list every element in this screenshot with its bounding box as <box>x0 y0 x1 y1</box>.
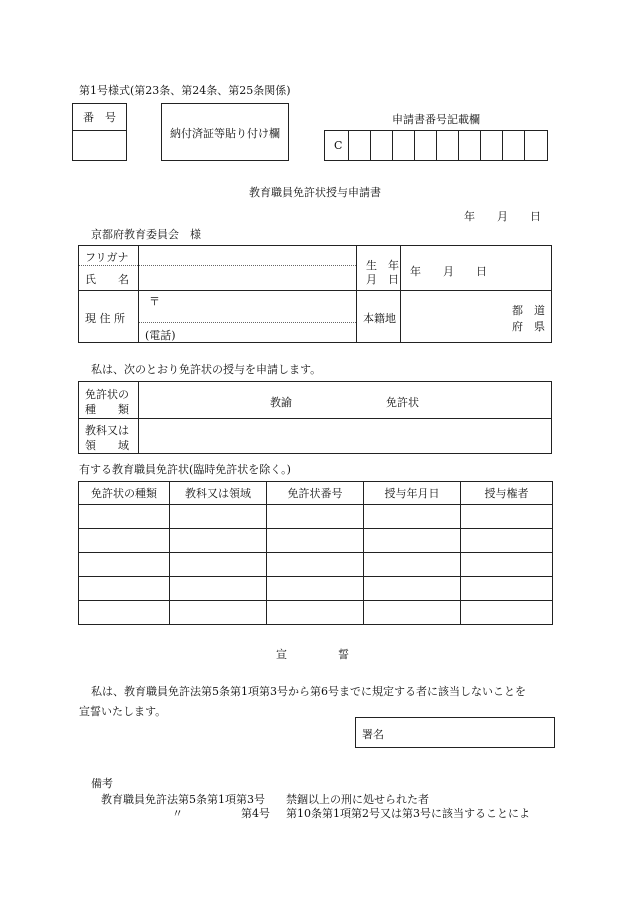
table-cell[interactable] <box>364 577 461 601</box>
table-row <box>79 505 553 529</box>
column-header: 授与年月日 <box>364 482 461 505</box>
pref-label-1: 都 道 <box>512 304 545 317</box>
license-type-label-1: 免許状の <box>85 388 129 401</box>
table-cell[interactable] <box>267 601 364 625</box>
license-block <box>78 381 552 454</box>
table-cell[interactable] <box>79 577 170 601</box>
column-header: 免許状の種類 <box>79 482 170 505</box>
bango-box <box>72 103 127 161</box>
table-cell[interactable] <box>461 553 553 577</box>
table-row <box>79 601 553 625</box>
table-cell[interactable] <box>79 505 170 529</box>
birth-label-2: 月 日 <box>366 273 399 286</box>
table-cell[interactable] <box>267 577 364 601</box>
furigana-label: フリガナ <box>85 251 129 264</box>
stamp-box <box>161 103 289 161</box>
column-header: 教科又は領域 <box>170 482 267 505</box>
remarks-line1-text: 禁錮以上の刑に処せられた者 <box>286 793 429 806</box>
postal-mark: 〒 <box>149 295 160 308</box>
table-cell[interactable] <box>364 553 461 577</box>
table-cell[interactable] <box>364 529 461 553</box>
remarks-line1-law: 教育職員免許法第5条第1項第3号 <box>101 793 265 806</box>
furigana-field[interactable] <box>145 249 351 265</box>
signature-box[interactable] <box>355 717 555 748</box>
oath-text-1: 私は、教育職員免許法第5条第1項第3号から第6号までに規定する者に該当しないことを <box>91 685 526 698</box>
oath-text-2: 宣誓いたします。 <box>79 705 167 718</box>
license-type-value-2: 免許状 <box>386 396 419 409</box>
table-cell[interactable] <box>170 553 267 577</box>
remarks-line2-ditto: 〃 <box>172 807 183 820</box>
held-licenses-table <box>78 481 553 625</box>
bango-label: 番 号 <box>83 111 116 124</box>
table-cell[interactable] <box>267 505 364 529</box>
table-cell[interactable] <box>267 529 364 553</box>
table-cell[interactable] <box>364 505 461 529</box>
subject-label-1: 教科又は <box>85 424 129 437</box>
oath-title-1: 宣 <box>276 648 287 661</box>
table-cell[interactable] <box>461 505 553 529</box>
pref-label-2: 府 県 <box>512 320 545 333</box>
domicile-label: 本籍地 <box>363 312 396 325</box>
address-label: 現 住 所 <box>85 312 125 325</box>
table-cell[interactable] <box>170 601 267 625</box>
phone-label: (電話) <box>145 329 176 342</box>
personal-info-block <box>78 245 552 343</box>
remarks-line2-num: 第4号 <box>241 807 270 820</box>
birth-value[interactable]: 年 月 日 <box>410 265 487 278</box>
domicile-field[interactable] <box>407 296 507 336</box>
request-sentence: 私は、次のとおり免許状の授与を申請します。 <box>91 363 322 376</box>
license-type-label-2: 種 類 <box>85 403 129 416</box>
license-type-value-1[interactable]: 教諭 <box>270 396 292 409</box>
signature-label: 署名 <box>362 728 384 741</box>
table-cell[interactable] <box>79 601 170 625</box>
table-row <box>79 577 553 601</box>
table-cell[interactable] <box>170 577 267 601</box>
table-cell[interactable] <box>461 577 553 601</box>
name-field[interactable] <box>145 268 351 288</box>
subject-field[interactable] <box>145 424 545 450</box>
table-row <box>79 553 553 577</box>
stamp-box-label: 納付済証等貼り付け欄 <box>170 127 280 140</box>
column-header: 授与権者 <box>461 482 553 505</box>
oath-title-2: 誓 <box>338 648 349 661</box>
addressee: 京都府教育委員会 様 <box>91 228 201 241</box>
table-cell[interactable] <box>461 529 553 553</box>
address-field[interactable] <box>163 293 351 319</box>
table-cell[interactable] <box>364 601 461 625</box>
remarks-line2-text: 第10条第1項第2号又は第3号に該当することによ <box>286 807 530 820</box>
name-label: 氏 名 <box>85 273 129 286</box>
form-number: 第1号様式(第23条、第24条、第25条関係) <box>79 84 291 97</box>
table-cell[interactable] <box>170 505 267 529</box>
table-cell[interactable] <box>170 529 267 553</box>
app-number-cells[interactable] <box>324 130 548 161</box>
page-title: 教育職員免許状授与申請書 <box>249 186 381 199</box>
app-number-prefix: C <box>334 139 343 152</box>
column-header: 免許状番号 <box>267 482 364 505</box>
subject-label-2: 領 域 <box>85 439 129 452</box>
table-cell[interactable] <box>267 553 364 577</box>
table-cell[interactable] <box>461 601 553 625</box>
table-cell[interactable] <box>79 529 170 553</box>
table-row <box>79 529 553 553</box>
table-cell[interactable] <box>79 553 170 577</box>
app-number-label: 申請書番号記載欄 <box>392 113 480 126</box>
held-licenses-caption: 有する教育職員免許状(臨時免許状を除く。) <box>79 463 291 476</box>
date-line[interactable]: 年 月 日 <box>464 210 541 223</box>
birth-label-1: 生 年 <box>366 259 399 272</box>
remarks-heading: 備考 <box>91 777 113 790</box>
